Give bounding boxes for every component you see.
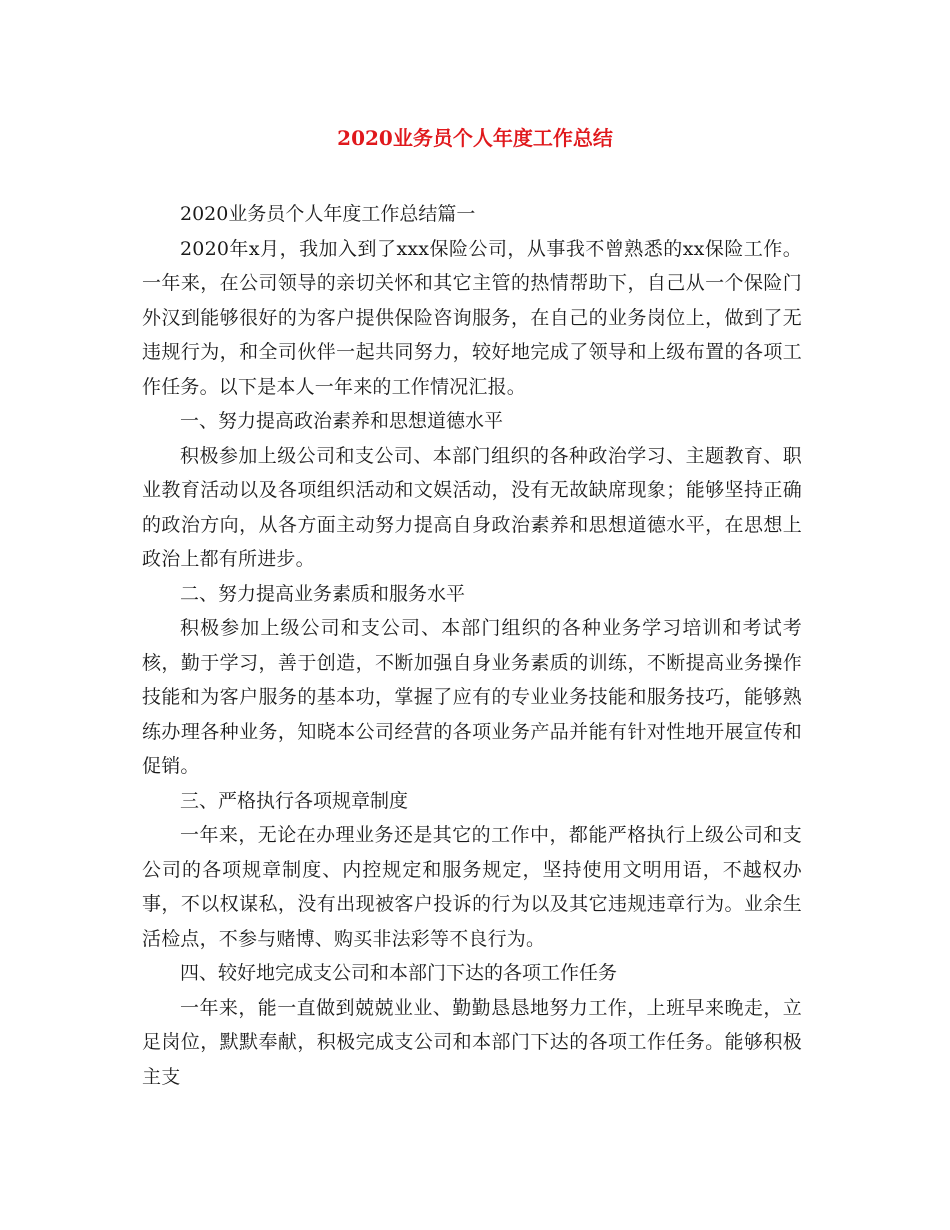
paragraph: 积极参加上级公司和支公司、本部门组织的各种业务学习培训和考试考核，勤于学习，善于创造，不断加强自身业务素质的训练，不断提高业务操作技能和为客户服务的基本功，掌握了应有的专业业务技能和服务技巧，能够熟练办理各种业务，知晓本公司经营的各项业务产品并能有针对性地开展宣传和促销。 [142,617,802,777]
paragraph: 积极参加上级公司和支公司、本部门组织的各种政治学习、主题教育、职业教育活动以及各项组织活动和文娱活动，没有无故缺席现象；能够坚持正确的政治方向，从各方面主动努力提高自身政治素养和思想道德水平，在思想上政治上都有所进步。 [142,444,802,570]
paragraph: 一年来，能一直做到兢兢业业、勤勤恳恳地努力工作，上班早来晚走，立足岗位，默默奉献，积极完成支公司和本部门下达的各项工作任务。能够积极主支 [142,996,802,1088]
section-heading: 四、较好地完成支公司和本部门下达的各项工作任务 [180,962,618,984]
section-heading: 2020业务员个人年度工作总结篇一 [180,203,476,225]
document-body [142,197,802,1094]
document-title: 2020业务员个人年度工作总结 [337,126,613,150]
section-heading: 三、严格执行各项规章制度 [180,789,409,812]
paragraph: 2020年x月，我加入到了xxx保险公司，从事我不曾熟悉的xx保险工作。一年来，在公司领导的亲切关怀和其它主管的热情帮助下，自己从一个保险门外汉到能够很好的为客户提供保险咨询服务，在自己的业务岗位上，做到了无违规行为，和全司伙伴一起共同努力，较好地完成了领导和上级布置的各项工作任务。以下是本人一年来的工作情况汇报。 [142,237,802,398]
section-heading: 一、努力提高政治素养和思想道德水平 [180,410,504,432]
section-heading: 二、努力提高业务素质和服务水平 [180,582,466,605]
paragraph: 一年来，无论在办理业务还是其它的工作中，都能严格执行上级公司和支公司的各项规章制度、内控规定和服务规定，坚持使用文明用语，不越权办事，不以权谋私，没有出现被客户投诉的行为以及其它违规违章行为。业余生活检点，不参与赌博、购买非法彩等不良行为。 [142,824,802,950]
